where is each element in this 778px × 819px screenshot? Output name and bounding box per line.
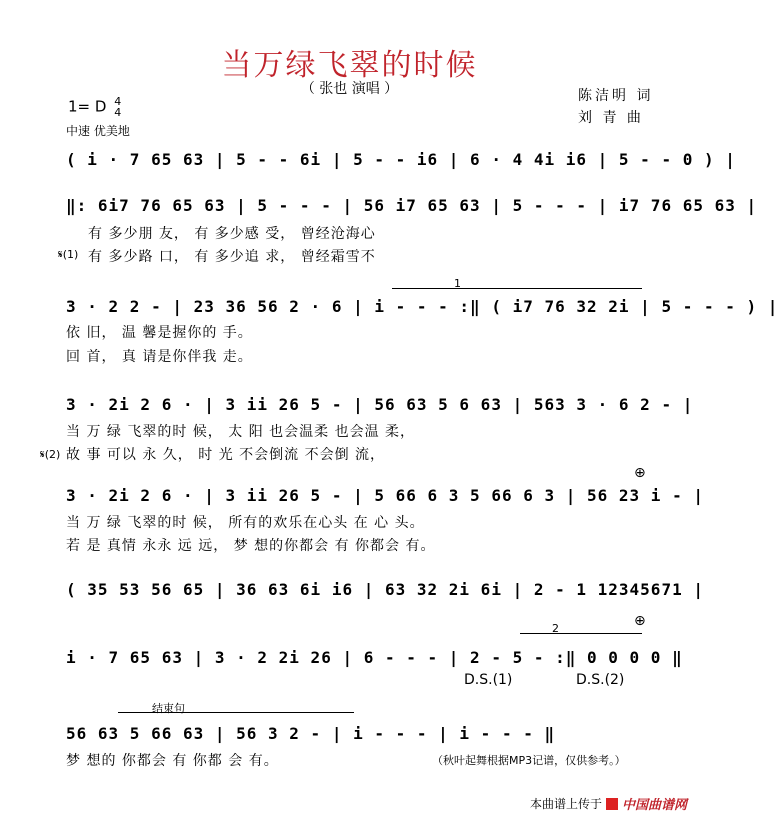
notation-line-4: 3 · 2i 2 6 · | 3 ii 26 5 - | 56 63 5 6 63 | 563 3 · 6 2 - | bbox=[66, 395, 694, 414]
notation-line-8: 56 63 5 66 63 | 56 3 2 - | i - - - | i - - - ‖ bbox=[66, 724, 556, 743]
key-signature bbox=[68, 96, 121, 118]
upload-footer bbox=[530, 794, 687, 813]
lyrics-line-4-verse-2: 故 事 可以 永 久， 时 光 不会倒流 不会倒 流， bbox=[66, 447, 386, 463]
ending-label: 结束句 bbox=[152, 702, 185, 715]
notation-line-7: i · 7 65 63 | 3 · 2 2i 26 | 6 - - - | 2 - 5 - :‖ 0 0 0 0 ‖ bbox=[66, 648, 683, 667]
lyrics-line-5-verse-1: 当 万 绿 飞翠的时 候， 所有的欢乐在心头 在 心 头。 bbox=[66, 515, 425, 531]
lyrics-line-5-verse-2: 若 是 真情 永永 远 远， 梦 想的你都会 有 你都会 有。 bbox=[66, 538, 436, 554]
coda-sign-icon: ⊕ bbox=[634, 465, 646, 481]
dal-segno-1: D.S.(1) bbox=[464, 672, 513, 688]
volta-1-number: 1 bbox=[454, 277, 461, 290]
upload-text: 本曲谱上传于 bbox=[529, 797, 602, 811]
song-title: 当万绿飞翠的时候 bbox=[221, 48, 478, 83]
lyrics-line-3-verse-1: 依 旧， 温 馨是握你的 手。 bbox=[66, 325, 253, 341]
time-bottom: 4 bbox=[114, 106, 122, 119]
notation-line-6: ( 35 53 56 65 | 36 63 6i i6 | 63 32 2i 6i | 2 - 1 12345671 | bbox=[66, 580, 704, 599]
lyrics-line-8: 梦 想的 你都会 有 你都 会 有。 bbox=[66, 753, 279, 769]
site-logo-icon bbox=[606, 798, 618, 810]
notation-line-2: ‖: 6i7 76 65 63 | 5 - - - | 56 i7 65 63 | 5 - - - | i7 76 65 63 | bbox=[66, 196, 758, 215]
segno-mark-1: 𝄋(1) bbox=[58, 248, 79, 261]
tempo-marking: 中速 优美地 bbox=[66, 124, 130, 138]
time-signature bbox=[114, 96, 121, 118]
segno-mark-2: 𝄋(2) bbox=[40, 448, 61, 461]
key-label: 1= D bbox=[68, 97, 107, 116]
notation-line-1: ( i · 7 65 63 | 5 - - 6i | 5 - - i6 | 6 · 4 4i i6 | 5 - - 0 ) | bbox=[66, 150, 736, 169]
lyrics-line-2-verse-2: 有 多少路 口， 有 多少追 求， 曾经霜雪不 bbox=[88, 249, 376, 265]
volta-1-bracket bbox=[392, 288, 642, 289]
notation-line-5: 3 · 2i 2 6 · | 3 ii 26 5 - | 5 66 6 3 5 66 6 3 | 56 23 i - | bbox=[66, 486, 704, 505]
notation-line-3: 3 · 2 2 - | 23 36 56 2 · 6 | i - - - :‖ ( i7 76 32 2i | 5 - - - ) | bbox=[66, 297, 778, 316]
volta-2-number: 2 bbox=[552, 622, 559, 635]
lyrics-line-4-verse-1: 当 万 绿 飞翠的时 候， 太 阳 也会温柔 也会温 柔， bbox=[66, 424, 416, 440]
site-name[interactable]: 中国曲谱网 bbox=[621, 798, 687, 813]
composer-credit: 刘 青 曲 bbox=[578, 110, 644, 126]
coda-sign-icon-2: ⊕ bbox=[634, 613, 646, 629]
lyricist-credit: 陈洁明 词 bbox=[578, 88, 654, 104]
transcription-note: （秋叶起舞根据MP3记谱，仅供参考。） bbox=[432, 754, 626, 767]
lyrics-line-3-verse-2: 回 首， 真 请是你伴我 走。 bbox=[66, 349, 253, 365]
dal-segno-2: D.S.(2) bbox=[576, 672, 625, 688]
singer-credit: （ 张也 演唱 ） bbox=[300, 81, 399, 97]
time-top: 4 bbox=[114, 95, 122, 108]
lyrics-line-2-verse-1: 有 多少朋 友， 有 多少感 受， 曾经沧海心 bbox=[88, 226, 376, 242]
volta-2-bracket bbox=[520, 633, 642, 634]
